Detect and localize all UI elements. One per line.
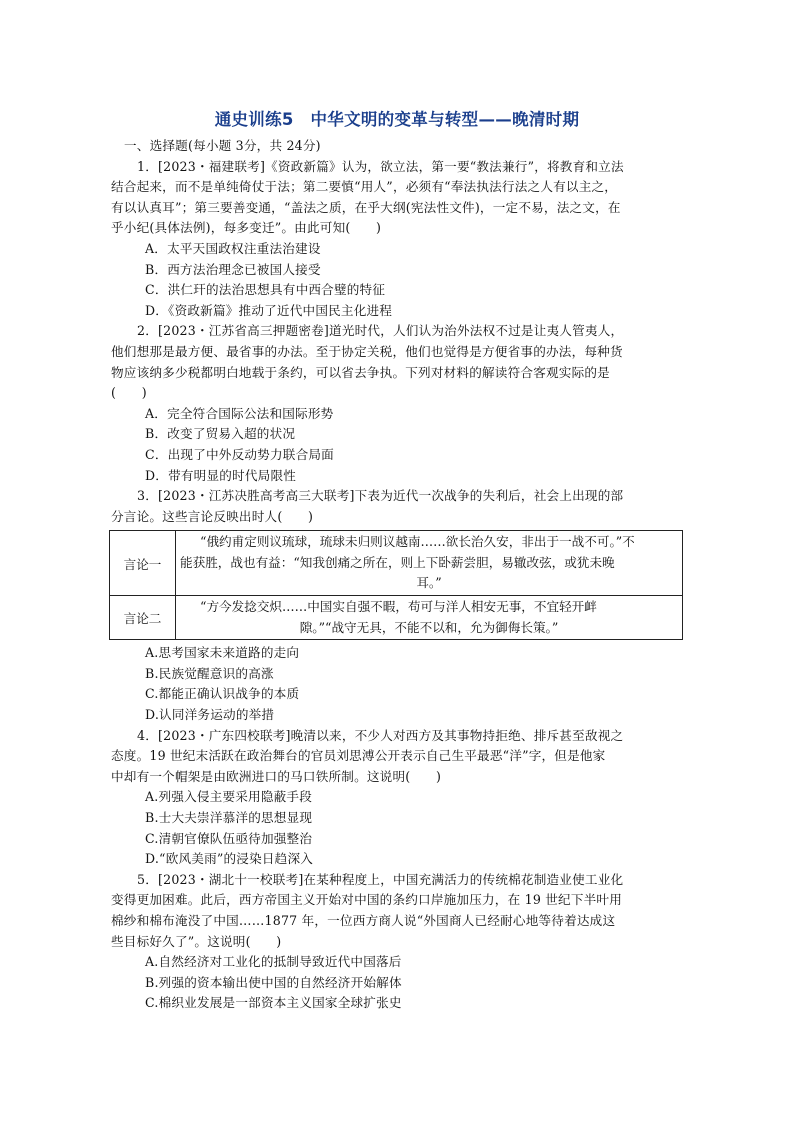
question-4-stem-line: 态度。19 世纪末活跃在政治舞台的官员刘思溥公开表示自己生平最恶“洋”字，但是他家 [111,748,606,764]
question-5-stem-line: 变得更加困难。此后，西方帝国主义开始对中国的条约口岸施加压力，在 19 世纪下半叶用 [111,892,622,908]
table-row-text [176,596,683,640]
question-1-stem-line: 有以认真耳”；第三要善变通，“盖法之质，在乎大纲(宪法性文件)，一定不易，法之文，在 [111,199,621,215]
question-1-stem-line: 结合起来，而不是单纯倚仗于法；第二要慎“用人”，必须有“奉法执法行法之人有以主之， [111,179,618,195]
question-2-option-a[interactable]: A．完全符合国际公法和国际形势 [145,405,334,421]
question-1-stem-line: 1．[2023・福建联考]《资政新篇》认为，欲立法，第一要“教法兼行”，将教育和立法 [137,158,624,174]
question-2-option-c[interactable]: C．出现了中外反动势力联合局面 [145,446,334,462]
question-2-stem-line: ( ) [111,385,147,401]
question-5-option-b[interactable]: B.列强的资本输出使中国的自然经济开始解体 [145,974,402,990]
question-3 [111,486,679,726]
question-2 [111,321,679,486]
question-3-stem-line: 3．[2023・江苏决胜高考高三大联考]下表为近代一次战争的失利后，社会上出现的部 [137,488,624,504]
statements-table [109,530,683,640]
question-3-option-d[interactable]: D.认同洋务运动的举措 [145,707,275,723]
table-text-line: 隙。”“战守无具，不能不以和，允为御侮长策。” [299,619,559,635]
question-3-option-a[interactable]: A.思考国家未来道路的走向 [145,645,300,661]
question-4-stem-line: 4．[2023・广东四校联考]晚清以来，不少人对西方及其事物持拒绝、排斥甚至敌视之 [137,727,624,743]
question-4-option-b[interactable]: B.士大夫崇洋慕洋的思想显现 [145,810,313,825]
question-2-stem-line: 2．[2023・江苏省高三押题密卷]道光时代，人们认为治外法权不过是让夷人管夷人， [137,323,624,339]
question-4-option-d[interactable]: D.“欧风美雨”的浸染日趋深入 [145,851,314,867]
table-text-line: “俄约甫定则议琉球，琉球未归则议越南……欲长治久安，非出于一战不可。”不 [200,534,635,550]
table-row-label: 言论一 [110,531,176,596]
question-5-option-c[interactable]: C.棉织业发展是一部资本主义国家全球扩张史 [145,995,402,1011]
question-2-option-d[interactable]: D．带有明显的时代局限性 [145,467,297,483]
question-1 [111,157,679,322]
table-text-line: 能获胜，战也有益：“知我创痛之所在，则上下卧薪尝胆，易辙改弦，或犹未晚 [180,554,615,570]
question-5-stem-line: 棉纱和棉布淹没了中国……1877 年，一位西方商人说“外国商人已经耐心地等待着达成这 [111,912,616,928]
question-1-option-b[interactable]: B．西方法治理念已被国人接受 [145,261,321,277]
question-4 [111,726,679,870]
question-5 [111,870,679,1014]
question-5-stem-line: 5．[2023・湖北十一校联考]在某种程度上，中国充满活力的传统棉花制造业使工业化 [137,871,624,887]
table-row [110,596,683,640]
question-2-stem-line: 他们想那是最方便、最省事的办法。至于协定关税，他们也觉得是方便省事的办法，每种货 [111,343,623,359]
question-2-option-b[interactable]: B．改变了贸易入超的状况 [145,426,296,442]
question-3-option-b[interactable]: B.民族觉醒意识的高涨 [145,665,274,681]
question-3-option-c[interactable]: C.都能正确认识战争的本质 [145,686,300,702]
question-1-option-a[interactable]: A．太平天国政权注重法治建设 [145,240,321,256]
question-4-stem-line: 中却有一个帽架是由欧洲进口的马口铁所制。这说明( ) [111,768,442,784]
question-3-stem-line: 分言论。这些言论反映出时人( ) [111,508,314,524]
table-row [110,531,683,596]
question-5-option-a[interactable]: A.自然经济对工业化的抵制导致近代中国落后 [145,954,402,970]
table-text-line: “方今发捻交炽……中国实自强不暇，苟可与洋人相安无事，不宜轻开衅 [200,599,597,615]
question-4-option-a[interactable]: A.列强入侵主要采用隐蔽手段 [145,789,313,805]
page-title: 通史训练5 中华文明的变革与转型——晚清时期 [214,110,580,129]
table-row-text [176,531,683,596]
question-4-option-c[interactable]: C.清朝官僚队伍亟待加强整治 [145,830,313,846]
question-1-stem-line: 乎小纪(具体法例)，每多变迁”。由此可知( ) [111,220,382,236]
question-5-stem-line: 些目标好久了”。这说明( ) [111,933,282,949]
question-1-option-d[interactable]: D．《资政新篇》推动了近代中国民主化进程 [145,302,393,318]
section-heading: 一、选择题(每小题 3分，共 24分) [124,138,321,153]
table-text-line: 耳。” [416,575,442,591]
question-1-option-c[interactable]: C．洪仁玕的法治思想具有中西合璧的特征 [145,282,386,298]
table-row-label: 言论二 [110,596,176,640]
question-2-stem-line: 物应该纳多少税都明白地载于条约，可以省去争执。下列对材料的解读符合客观实际的是 [111,364,610,380]
question-content [111,136,679,1014]
